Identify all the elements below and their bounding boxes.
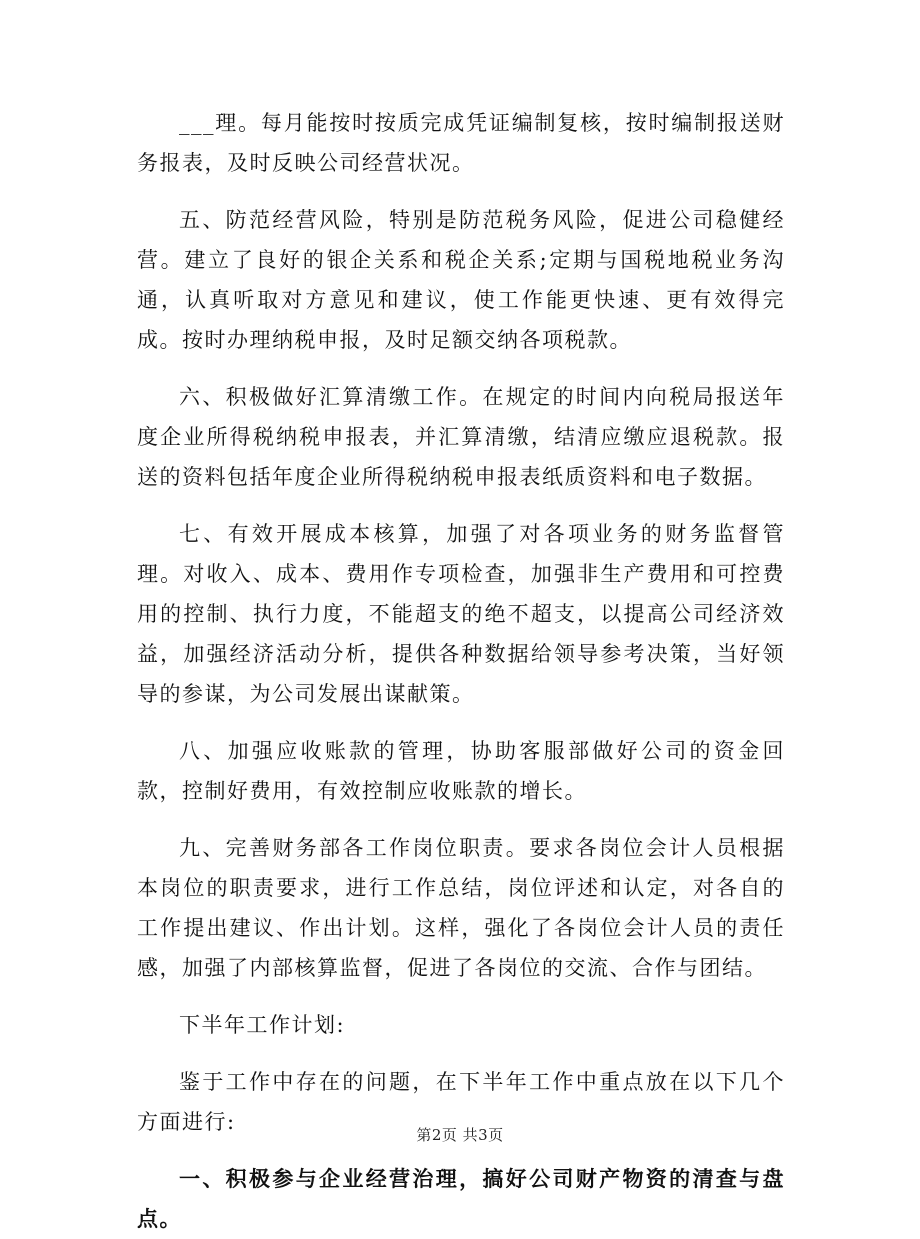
- paragraph-item-8: 八、加强应收账款的管理，协助客服部做好公司的资金回款，控制好费用，有效控制应收账款的增长。: [137, 739, 785, 803]
- paragraph-item-5: 五、防范经营风险，特别是防范税务风险，促进公司稳健经营。建立了良好的银企关系和税企关系;定期与国税地税业务沟通，认真听取对方意见和建议，使工作能更快速、更有效得完成。按时办理纳税申报，及时足额交纳各项税款。: [137, 208, 785, 352]
- paragraph-item-6: 六、积极做好汇算清缴工作。在规定的时间内向税局报送年度企业所得税纳税申报表，并汇算清缴，结清应缴应退税款。报送的资料包括年度企业所得税纳税申报表纸质资料和电子数据。: [137, 385, 785, 489]
- paragraph-plan-intro: 鉴于工作中存在的问题，在下半年工作中重点放在以下几个方面进行:: [137, 1070, 785, 1134]
- paragraph-item-7: 七、有效开展成本核算，加强了对各项业务的财务监督管理。对收入、成本、费用作专项检查，加强非生产费用和可控费用的控制、执行力度，不能超支的绝不超支，以提高公司经济效益，加强经济活动分析，提供各种数据给领导参考决策，当好领导的参谋，为公司发展出谋献策。: [137, 522, 785, 706]
- paragraph-item-9: 九、完善财务部各工作岗位职责。要求各岗位会计人员根据本岗位的职责要求，进行工作总结，岗位评述和认定，对各自的工作提出建议、作出计划。这样，强化了各岗位会计人员的责任感，加强了内部核算监督，促进了各岗位的交流、合作与团结。: [137, 836, 785, 980]
- paragraph-continuation: ___理。每月能按时按质完成凭证编制复核，按时编制报送财务报表，及时反映公司经营状况。: [137, 111, 785, 175]
- section-heading-plan: 下半年工作计划:: [179, 1013, 346, 1037]
- page-number-footer: 第2页 共3页: [416, 1126, 504, 1144]
- bold-heading-item-1: 一、积极参与企业经营治理，搞好公司财产物资的清查与盘点。: [137, 1167, 785, 1231]
- document-body: [137, 103, 785, 1239]
